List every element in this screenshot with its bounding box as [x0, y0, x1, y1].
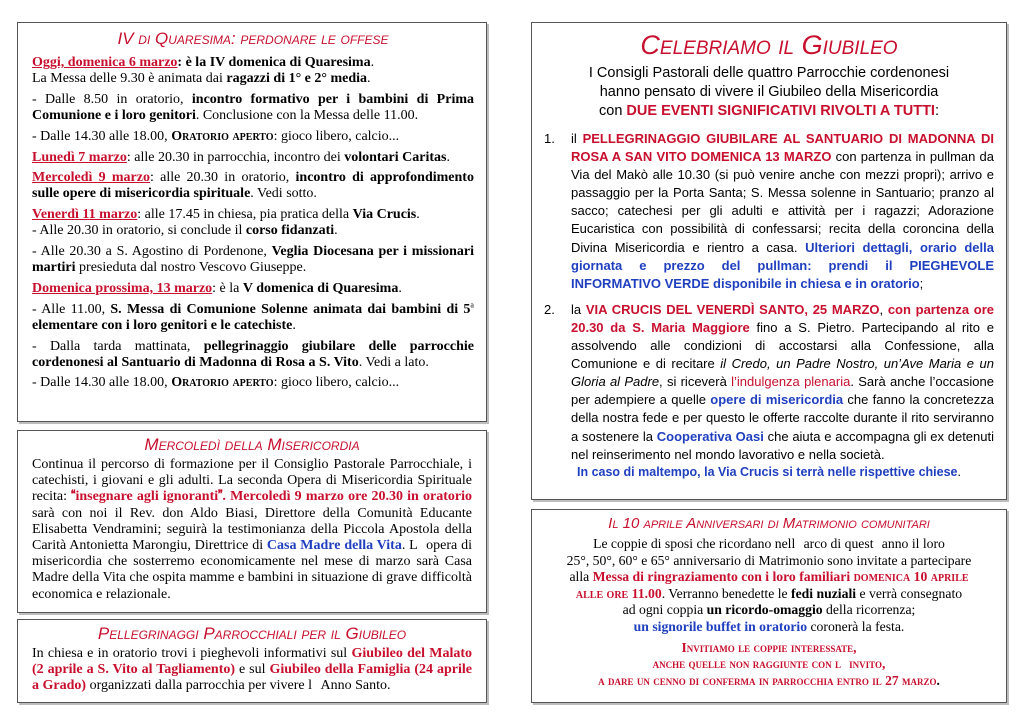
agenda-item: Lunedì 7 marzo: alle 20.30 in parrocchia, incontro dei volontari Caritas.: [32, 149, 450, 165]
agenda-item: - Alle 20.30 a S. Agostino di Pordenone, Veglia Diocesana per i missionari martiri presieduta dal nostro Vescovo Giuseppe.: [32, 244, 475, 276]
giubileo-event-1: 1. il PELLEGRINAGGIO GIUBILARE AL SANTUARIO DI MADONNA DI ROSA A SAN VITO DOMENICA 13 MARZO con partenza in pullman da Via del Makò alle 10.30 (si può venire anche con mezzi propri); arrivo e passaggio per la Porta Santa; S. Messa solenne in Santuario; pranzo al sacco; catechesi per gli adulti e attività per i ragazzi; Adorazione Eucaristica con possibilità di confessarsi; recita della coroncina della Divina Misericordia e rientro a casa. Ulteriori dettagli, orario della giornata e prezzo del pullman: prendi il PIEGHEVOLE INFORMATIVO VERDE disponibile in chiesa e in oratorio;: [544, 131, 994, 291]
quaresima-title: IV di Quaresima: perdonare le offese: [117, 29, 389, 48]
agenda-item: - Dalla tarda mattinata, pellegrinaggio giubilare delle parrocchie cordenonesi al Santuario di Madonna di Rosa a S. Vito. Vedi a lato.: [32, 338, 474, 370]
anniversari-call: Invitiamo le coppie interessate, anche quelle non raggiunte con linvito, a dare un cenno di conferma in parrocchia entro il 27 marzo.: [598, 639, 940, 688]
giubileo-intro: I Consigli Pastorali delle quattro Parrocchie cordenonesi hanno pensato di vivere il Giubileo della Misericordia con DUE EVENTI SIGNIFICATIVI RIVOLTI A TUTTI:: [588, 65, 950, 119]
quaresima-box: [17, 22, 487, 422]
agenda-item: Mercoledì 9 marzo: alle 20.30 in oratorio, incontro di approfondimento sulle opere di misericordia spirituale. Vedi sotto.: [32, 170, 474, 202]
anniversari-text: Le coppie di sposi che ricordano nellarco di questanno il loro 25°, 50°, 60° e 65° anniversario di Matrimonio sono invitate a partecipare alla Messa di ringraziamento con i loro familiari domenica 10 aprile alle ore 11.00. Verranno benedette le fedi nuziali e verrà consegnato ad ogni coppia un ricordo-omaggio della ricorrenza; un signorile buffet in oratorio coronerà la festa.: [566, 536, 972, 634]
agenda-item: Domenica prossima, 13 marzo: è la V domenica di Quaresima.: [32, 280, 402, 296]
giubileo-title: Celebriamo il Giubileo: [640, 30, 898, 60]
agenda-item: - Dalle 14.30 alle 18.00, Oratorio aperto: gioco libero, calcio...: [32, 128, 400, 144]
agenda-item: - Alle 11.00, S. Messa di Comunione Solenne animata dai bambini di 5$^a$ elementare con i loro genitori e le catechiste.: [32, 299, 474, 333]
pellegrinaggi-text: In chiesa e in oratorio trovi i pieghevoli informativi sul Giubileo del Malato (2 aprile a S. Vito al Tagliamento) e sul Giubileo della Famiglia (24 aprile a Grado) organizzati dalla parrocchia per vivere lAnno Santo.: [32, 646, 472, 694]
giubileo-event-2: 2. la VIA CRUCIS DEL VENERDÌ SANTO, 25 MARZO, con partenza ore 20.30 da S. Maria Maggiore fino a S. Pietro. Partecipando al rito e assolvendo alle condizioni di accostarsi alla Confessione, alla Comunione e di recitare il Credo, un Padre Nostro, un’Ave Maria e un Gloria al Padre, si riceverà l’indulgenza plenaria. Sarà anche l’occasione per adempiere a quelle opere di misericordia che fanno la concretezza della nostra fede e per questo le offerte raccolte durante il rito serviranno a sostenere la Cooperativa Oasi che aiuta e accompagna gli ex detenuti nel reinserimento nel mondo lavorativo e nella società.: [544, 301, 995, 462]
giubileo-footer: In caso di maltempo, la Via Crucis si terrà nelle rispettive chiese.: [577, 464, 961, 479]
agenda-item: Venerdì 11 marzo: alle 17.45 in chiesa, pia pratica della Via Crucis. - Alle 20.30 in oratorio, si conclude il corso fidanzati.: [32, 207, 420, 239]
agenda-item: - Dalle 8.50 in oratorio, incontro formativo per i bambini di Prima Comunione e i loro genitori. Conclusione con la Messa delle 11.00.: [32, 91, 474, 124]
pellegrinaggi-title: Pellegrinaggi Parrocchiali per il Giubileo: [97, 624, 407, 643]
mercoledi-box: [17, 430, 487, 613]
agenda-item: - Dalle 14.30 alle 18.00, Oratorio aperto: gioco libero, calcio...: [32, 375, 400, 391]
giubileo-box: [531, 22, 1007, 500]
agenda-item: Oggi, domenica 6 marzo: è la IV domenica di Quaresima. La Messa delle 9.30 è animata dai ragazzi di 1° e 2° media.: [32, 55, 375, 87]
anniversari-title: Il 10 aprile Anniversari di Matrimonio comunitari: [608, 515, 930, 532]
pellegrinaggi-box: [17, 619, 487, 703]
mercoledi-title: Mercoledì della Misericordia: [144, 435, 360, 454]
mercoledi-text: Continua il percorso di formazione per il Consiglio Pastorale Parrocchiale, i catechisti, i giovani e gli adulti. La seconda Opera di Misericordia Spirituale recita: insegnare agli ignoranti. Mercoledì 9 marzo ore 20.30 in oratorio sarà con noi il Rev. don Aldo Biasi, Direttore della Comunità Educante Elisabetta Vendramini; seguirà la testimonianza della Piccola Apostola della Carità Antonietta Marongiu, Direttrice di Casa Madre della Vita. Lopera di misericordia che sosterremo economicamente nel mese di marzo sarà Casa Madre della Vita che ospita mamme e bambini in situazione di grave difficoltà economica e relazionale.: [32, 457, 472, 602]
anniversari-box: [531, 509, 1007, 703]
